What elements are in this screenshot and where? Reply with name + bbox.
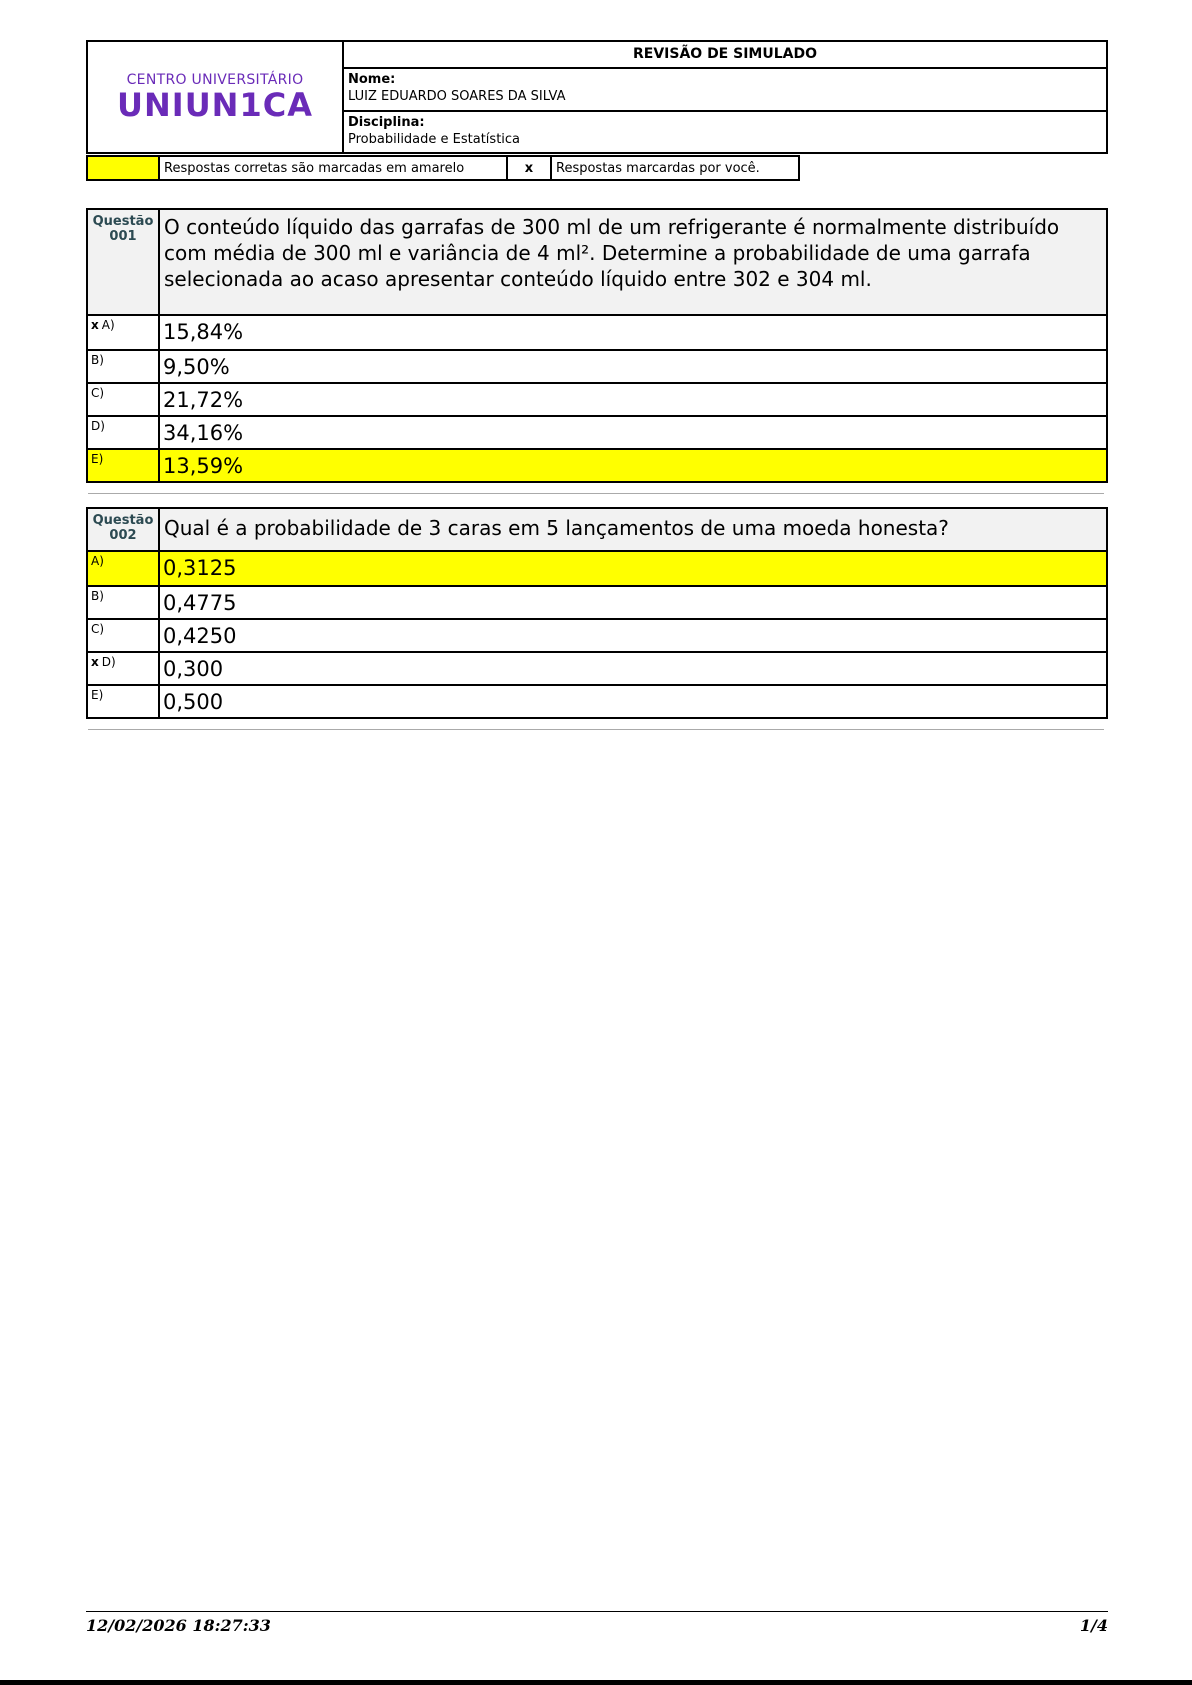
selected-mark: x — [91, 318, 99, 332]
question-number-value: 002 — [109, 528, 137, 543]
discipline-value: Probabilidade e Estatística — [348, 131, 521, 147]
option-letter — [88, 686, 160, 717]
option-letter-text: B) — [91, 353, 104, 367]
legend-correct-text: Respostas corretas são marcadas em amarelo — [160, 157, 508, 179]
answer-option — [88, 349, 1106, 382]
option-letter-text: B) — [91, 589, 104, 603]
option-letter-text: C) — [91, 622, 105, 636]
option-letter-text: A) — [101, 318, 115, 332]
option-letter-text: E) — [91, 452, 104, 466]
option-letter — [88, 417, 160, 448]
legend-mark-symbol: x — [508, 157, 552, 179]
page-title: REVISÃO DE SIMULADO — [344, 42, 1106, 69]
document-header — [86, 40, 1108, 154]
page-number: 1/4 — [1079, 1616, 1108, 1635]
name-field — [344, 69, 1106, 110]
answer-option — [88, 552, 1106, 585]
selected-mark: x — [91, 655, 99, 669]
question-label: Questão — [92, 513, 154, 528]
option-letter — [88, 384, 160, 415]
answer-option — [88, 684, 1106, 717]
options-list — [88, 316, 1106, 481]
option-letter — [88, 587, 160, 618]
option-letter-text: D) — [101, 655, 116, 669]
option-letter — [88, 653, 160, 684]
logo-wordmark: UNIUN1CA — [117, 86, 313, 124]
option-letter-text: E) — [91, 688, 104, 702]
answer-option — [88, 316, 1106, 349]
question-number — [88, 210, 160, 314]
question-text: Qual é a probabilidade de 3 caras em 5 lançamentos de uma moeda honesta? — [164, 516, 949, 540]
option-text: 0,300 — [163, 657, 224, 681]
option-text: 21,72% — [163, 388, 244, 412]
option-text: 15,84% — [163, 320, 244, 344]
question-block — [86, 507, 1108, 719]
answer-option — [88, 448, 1106, 481]
option-letter — [88, 450, 160, 481]
option-text: 0,500 — [163, 690, 224, 714]
option-text: 0,4775 — [163, 591, 237, 615]
question-block — [86, 208, 1108, 483]
option-text: 0,3125 — [163, 556, 237, 580]
logo-subtitle: CENTRO UNIVERSITÁRIO — [126, 72, 304, 88]
answer-option — [88, 618, 1106, 651]
question-header — [88, 210, 1106, 316]
option-text: 13,59% — [163, 454, 244, 478]
name-value: LUIZ EDUARDO SOARES DA SILVA — [348, 89, 566, 104]
option-text: 34,16% — [163, 421, 244, 445]
option-letter — [88, 620, 160, 651]
discipline-label: Disciplina: — [348, 114, 425, 130]
option-letter — [88, 552, 160, 585]
answer-option — [88, 415, 1106, 448]
question-text: O conteúdo líquido das garrafas de 300 ml de um refrigerante é normalmente distribuído com média de 300 ml e variância de 4 ml². Determine a probabilidade de uma garrafa selecionada ao acaso apresentar conteúdo líquido entre 302 e 304 ml. — [164, 215, 1060, 291]
answer-option — [88, 585, 1106, 618]
footer-datetime: 12/02/2026 18:27:33 — [86, 1616, 271, 1635]
answer-option — [88, 382, 1106, 415]
question-divider — [88, 493, 1104, 494]
question-number-value: 001 — [109, 229, 137, 244]
option-text: 0,4250 — [163, 624, 237, 648]
options-list — [88, 552, 1106, 717]
answer-option — [88, 651, 1106, 684]
legend — [86, 155, 800, 181]
correct-color-swatch — [88, 157, 160, 179]
option-letter — [88, 316, 160, 349]
option-letter-text: D) — [91, 419, 105, 433]
option-text: 9,50% — [163, 355, 230, 379]
question-divider — [88, 729, 1104, 730]
name-label: Nome: — [348, 72, 396, 87]
discipline-field — [344, 110, 1106, 153]
logo — [88, 42, 344, 152]
question-header — [88, 509, 1106, 552]
question-label: Questão — [92, 214, 154, 229]
legend-mark-text: Respostas marcardas por você. — [556, 160, 760, 176]
question-number — [88, 509, 160, 550]
header-info — [344, 42, 1106, 152]
footer-divider — [86, 1611, 1108, 1612]
option-letter-text: A) — [91, 554, 104, 568]
option-letter — [88, 351, 160, 382]
option-letter-text: C) — [91, 386, 105, 400]
page-bottom-edge — [0, 1680, 1192, 1685]
